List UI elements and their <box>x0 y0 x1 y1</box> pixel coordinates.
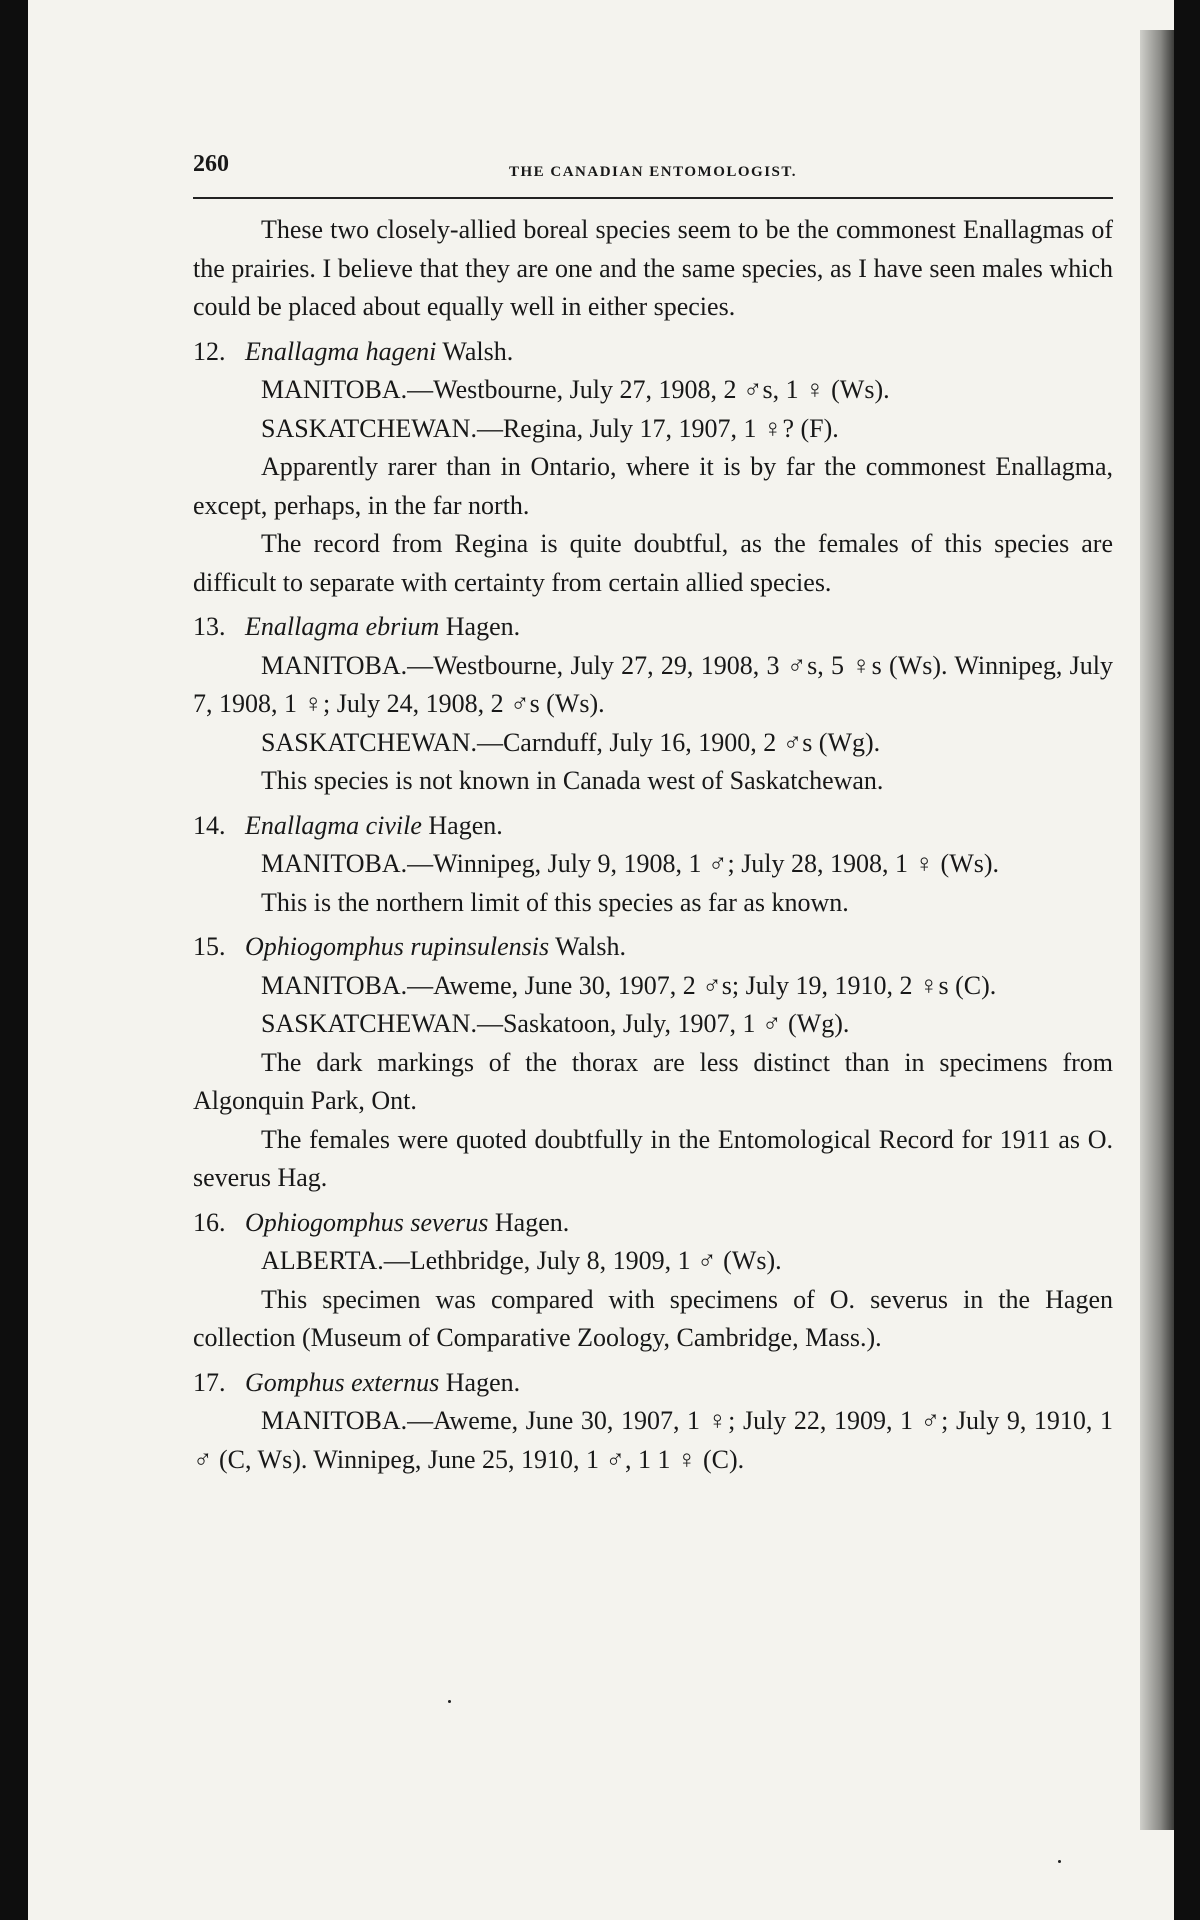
species-heading <box>193 608 1113 647</box>
species-entry <box>193 807 1113 923</box>
species-note: The dark markings of the thorax are less distinct than in specimens from Algonquin Park, Ont. <box>193 1047 1113 1115</box>
species-entry <box>193 608 1113 801</box>
species-note: This specimen was compared with specimens of O. severus in the Hagen collection (Museum of Comparative Zoology, Cambridge, Mass.). <box>193 1284 1113 1352</box>
species-number: 14. <box>193 810 226 840</box>
header-rule <box>193 197 1113 199</box>
species-note: The record from Regina is quite doubtful, as the females of this species are difficult to separate with certainty from certain allied species. <box>193 529 1113 597</box>
species-note: MANITOBA.—Aweme, June 30, 1907, 1 ♀; July 22, 1909, 1 ♂; July 9, 1910, 1 ♂ (C, Ws). Winnipeg, June 25, 1910, 1 ♂, 1 1 ♀ (C). <box>193 1406 1113 1474</box>
species-note: The females were quoted doubtfully in the Entomological Record for 1911 as O. severus Hag. <box>193 1124 1113 1192</box>
running-title: THE CANADIAN ENTOMOLOGIST. <box>508 164 798 180</box>
species-author: Hagen. <box>445 612 521 641</box>
page-content <box>193 145 1113 1479</box>
species-heading <box>193 1364 1113 1403</box>
species-author: Walsh. <box>555 932 626 961</box>
species-number: 17. <box>193 1367 226 1397</box>
locality-record: MANITOBA.—Westbourne, July 27, 1908, 2 ♂s, 1 ♀ (Ws). <box>261 375 890 404</box>
species-entry <box>193 928 1113 1198</box>
species-number: 12. <box>193 336 226 366</box>
species-note: MANITOBA.—Westbourne, July 27, 29, 1908, 3 ♂s, 5 ♀s (Ws). Winnipeg, July 7, 1908, 1 ♀; July 24, 1908, 2 ♂s (Ws). <box>193 650 1113 718</box>
locality-record: SASKATCHEWAN.—Carnduff, July 16, 1900, 2 ♂s (Wg). <box>261 727 881 757</box>
species-author: Hagen. <box>428 810 503 840</box>
scanned-page <box>28 0 1174 1920</box>
species-heading <box>193 928 1113 967</box>
species-author: Hagen. <box>445 1367 521 1397</box>
species-note: This is the northern limit of this species as far as known. <box>261 887 849 917</box>
species-author: Hagen. <box>494 1207 570 1237</box>
species-entry <box>193 333 1113 603</box>
locality-record: ALBERTA.—Lethbridge, July 8, 1909, 1 ♂ (Ws). <box>261 1246 782 1275</box>
species-note: MANITOBA.—Aweme, June 30, 1907, 2 ♂s; July 19, 1910, 2 ♀s (C). <box>261 970 997 1000</box>
species-name: Enallagma hageni <box>245 336 437 366</box>
species-heading <box>193 807 1113 846</box>
scan-speck <box>448 1700 451 1703</box>
species-entry <box>193 1364 1113 1480</box>
species-note: MANITOBA.—Winnipeg, July 9, 1908, 1 ♂; July 28, 1908, 1 ♀ (Ws). <box>261 849 1000 878</box>
species-name: Enallagma ebrium <box>245 612 440 641</box>
page-header <box>193 145 1113 189</box>
species-heading <box>193 333 1113 372</box>
locality-record: SASKATCHEWAN.—Regina, July 17, 1907, 1 ♀? (F). <box>261 413 839 443</box>
page-edge-shadow <box>1140 30 1174 1830</box>
species-name: Gomphus externus <box>245 1367 440 1397</box>
species-name: Ophiogomphus rupinsulensis <box>245 932 550 961</box>
locality-record: SASKATCHEWAN.—Saskatoon, July, 1907, 1 ♂ (Wg). <box>261 1009 850 1038</box>
species-name: Enallagma civile <box>245 810 422 840</box>
scan-speck <box>1058 1860 1061 1863</box>
species-entry <box>193 1204 1113 1358</box>
species-number: 13. <box>193 612 226 641</box>
species-heading <box>193 1204 1113 1243</box>
species-number: 15. <box>193 932 226 961</box>
species-note: Apparently rarer than in Ontario, where it is by far the commonest Enallagma, except, perhaps, in the far north. <box>193 452 1113 520</box>
species-note: This species is not known in Canada west of Saskatchewan. <box>261 766 884 795</box>
intro-paragraph: These two closely-allied boreal species seem to be the commonest Enallagmas of the prairies. I believe that they are one and the same species, as I have seen males which could be placed about equally well in either species. <box>193 215 1113 321</box>
page-number: 260 <box>193 151 229 177</box>
species-list <box>193 333 1113 1480</box>
species-number: 16. <box>193 1207 226 1237</box>
species-author: Walsh. <box>442 336 514 366</box>
species-name: Ophiogomphus severus <box>245 1207 489 1237</box>
